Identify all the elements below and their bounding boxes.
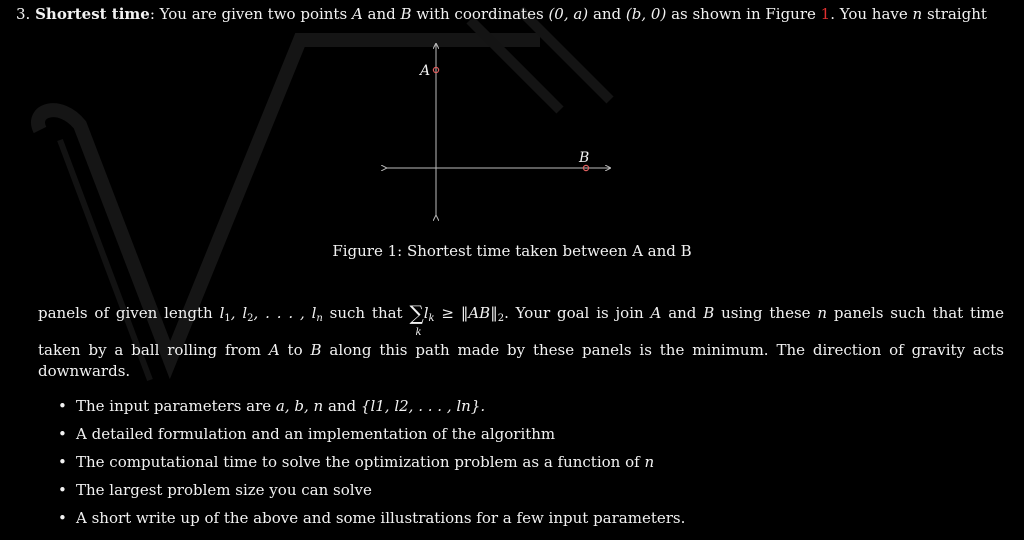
list-item — [56, 508, 685, 536]
list-item — [56, 452, 685, 480]
point-b-symbol-2: B — [703, 304, 715, 322]
bullet-vars: a, b, n — [275, 397, 324, 415]
figure-reference-link[interactable]: 1 — [820, 5, 831, 23]
length-sub-2: 2 — [247, 313, 254, 324]
sum-term: l — [423, 304, 429, 322]
list-item — [56, 396, 685, 424]
para-text-3: . Your goal is join — [504, 304, 651, 322]
figure-axes-diagram — [380, 36, 620, 226]
para-text-2: such that — [322, 304, 410, 322]
length-symbol: l — [219, 304, 225, 322]
sum-term-sub: k — [428, 313, 435, 324]
bullet-text: A detailed formulation and an implementation of the algorithm — [76, 425, 556, 443]
bullet-text: The computational time to solve the optimization problem as a function of — [76, 453, 645, 471]
point-b-symbol: B — [400, 5, 412, 23]
bullet-text: The largest problem size you can solve — [76, 481, 372, 499]
length-symbol-n: , . . . , l — [253, 304, 317, 322]
bullet-icon: • — [58, 425, 67, 443]
bullet-icon: • — [58, 453, 67, 471]
paragraph-line-1 — [38, 301, 1004, 338]
n-symbol: n — [912, 5, 923, 23]
para-text-4: and — [661, 304, 704, 322]
bullet-n: n — [644, 453, 655, 471]
para-text-9: along this path made by these panels is the minimum. The direction of gravity acts — [321, 341, 1004, 359]
ab-symbol: AB — [468, 304, 491, 322]
bullet-set: {l1, l2, . . . , ln}. — [360, 397, 486, 415]
length-sub-1: 1 — [224, 313, 231, 324]
coord-b: (b, 0) — [625, 5, 667, 23]
point-b-symbol-3: B — [310, 341, 322, 359]
intro-text-2: with coordinates — [411, 5, 549, 23]
intro-text-3: and — [588, 5, 626, 23]
problem-number: 3. — [16, 5, 31, 23]
paragraph-line-2 — [38, 341, 1004, 359]
intro-text-6: straight — [922, 5, 987, 23]
para-text-5: using these — [714, 304, 818, 322]
n-symbol-2: n — [817, 304, 828, 322]
intro-text-4: as shown in Figure — [666, 5, 821, 23]
sum-symbol: ∑ — [409, 301, 424, 325]
list-item — [56, 424, 685, 452]
list-item — [56, 480, 685, 508]
para-text-7: taken by a ball rolling from — [38, 341, 269, 359]
bullet-text: The input parameters are — [76, 397, 276, 415]
intro-and: and — [362, 5, 401, 23]
bullet-icon: • — [58, 509, 67, 527]
figure-caption: Figure 1: Shortest time taken between A and B — [332, 242, 692, 260]
bullet-icon: • — [58, 397, 67, 415]
coord-a: (0, a) — [548, 5, 589, 23]
problem-statement-line — [16, 5, 987, 23]
point-a-symbol: A — [351, 5, 363, 23]
norm-sub: 2 — [497, 313, 505, 324]
intro-text-5: . You have — [830, 5, 913, 23]
bullet-text: A short write up of the above and some illustrations for a few input parameters. — [76, 509, 686, 527]
sum-index: k — [415, 327, 422, 338]
point-a-symbol-2: A — [650, 304, 662, 322]
bullet-text-2: and — [323, 397, 361, 415]
point-a-symbol-3: A — [268, 341, 280, 359]
para-text-6: panels such that time — [827, 304, 1004, 322]
problem-title: Shortest time — [35, 5, 150, 23]
intro-text: : You are given two points — [149, 5, 352, 23]
para-text: panels of given length — [38, 304, 220, 322]
paragraph-line-3: downwards. — [38, 362, 131, 380]
para-text-8: to — [279, 341, 311, 359]
summation — [409, 301, 424, 338]
norm-end: ‖ — [490, 304, 498, 322]
length-sub-n: n — [316, 313, 323, 324]
requirements-list — [56, 396, 685, 536]
inequality: ≥ ‖ — [434, 304, 469, 322]
point-a-label: A — [420, 63, 431, 79]
bullet-icon: • — [58, 481, 67, 499]
point-b-label: B — [579, 150, 590, 166]
length-symbol-2: , l — [230, 304, 248, 322]
